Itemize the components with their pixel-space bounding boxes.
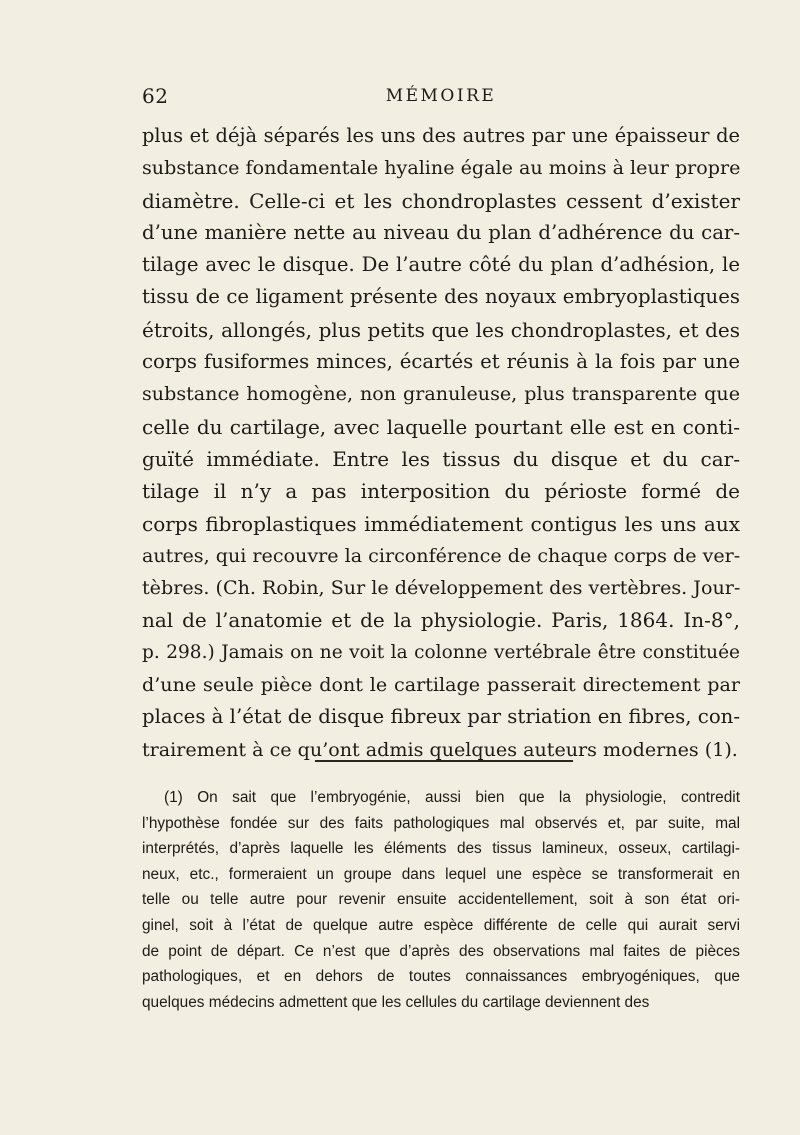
- body-line: places à l’état de disque fibreux par striation en fibres, con-: [142, 705, 740, 729]
- footnote: [142, 785, 740, 1015]
- footnote-line: quelques médecins admettent que les cellules du cartilage deviennent des: [142, 993, 650, 1011]
- running-title: MÉMOIRE: [385, 86, 497, 106]
- footnote-line: interprétés, d’après laquelle les éléments des tissus lamineux, osseux, cartilagi-: [142, 840, 740, 858]
- body-line: tilage il n’y a pas interposition du périoste formé de: [142, 479, 740, 504]
- body-line: autres, qui recouvre la circonférence de chaque corps de ver-: [142, 543, 741, 567]
- body-line: corps fibroplastiques immédiatement contigus les uns aux: [142, 511, 740, 536]
- footnote-line: pathologiques, et en dehors de toutes connaissances embryogéniques, que: [142, 968, 740, 986]
- footnote-line: telle ou telle autre pour revenir ensuite accidentellement, soit à son état ori-: [142, 891, 740, 909]
- footnote-line: l’hypothèse fondée sur des faits pathologiques mal observés et, par suite, mal: [142, 814, 740, 832]
- body-line: tilage avec le disque. De l’autre côté du plan d’adhésion, le: [142, 253, 740, 277]
- body-line: nal de l’anatomie et de la physiologie. Paris, 1864. In-8°,: [142, 608, 740, 633]
- body-paragraph: [142, 120, 740, 766]
- body-line: substance homogène, non granuleuse, plus transparente que: [142, 382, 740, 406]
- body-line: substance fondamentale hyaline égale au moins à leur propre: [142, 156, 741, 180]
- body-line: diamètre. Celle-ci et les chondroplastes cessent d’exister: [142, 188, 740, 213]
- body-line: guïté immédiate. Entre les tissus du disque et du car-: [142, 446, 740, 471]
- body-line: étroits, allongés, plus petits que les chondroplastes, et des: [142, 317, 740, 342]
- body-line: trairement à ce qu’ont admis quelques auteurs modernes (1).: [142, 737, 738, 761]
- body-line: d’une seule pièce dont le cartilage passerait directement par: [142, 673, 740, 697]
- body-line: tèbres. (Ch. Robin, Sur le développement des vertèbres. Jour-: [142, 576, 741, 600]
- footnote-line: de point de départ. Ce n’est que d’après des observations mal faites de pièces: [142, 942, 740, 960]
- body-line: d’une manière nette au niveau du plan d’adhérence du car-: [142, 220, 740, 244]
- footnote-line: ginel, soit à l’état de quelque autre espèce différente de celle qui aurait servi: [142, 916, 740, 934]
- page-header: [142, 84, 740, 114]
- body-line: p. 298.) Jamais on ne voit la colonne vertébrale être constituée: [142, 641, 740, 663]
- body-line: plus et déjà séparés les uns des autres par une épaisseur de: [142, 124, 740, 147]
- footnote-divider: [315, 760, 573, 762]
- page-number: 62: [142, 84, 169, 108]
- body-line: tissu de ce ligament présente des noyaux embryoplastiques: [142, 285, 740, 309]
- body-line: celle du cartilage, avec laquelle pourtant elle est en conti-: [142, 414, 740, 439]
- footnote-line: neux, etc., formeraient un groupe dans lequel une espèce se transformerait en: [142, 865, 740, 883]
- footnote-line: (1) On sait que l’embryogénie, aussi bien que la physiologie, contredit: [164, 789, 740, 806]
- body-line: corps fusiformes minces, écartés et réunis à la fois par une: [142, 350, 740, 374]
